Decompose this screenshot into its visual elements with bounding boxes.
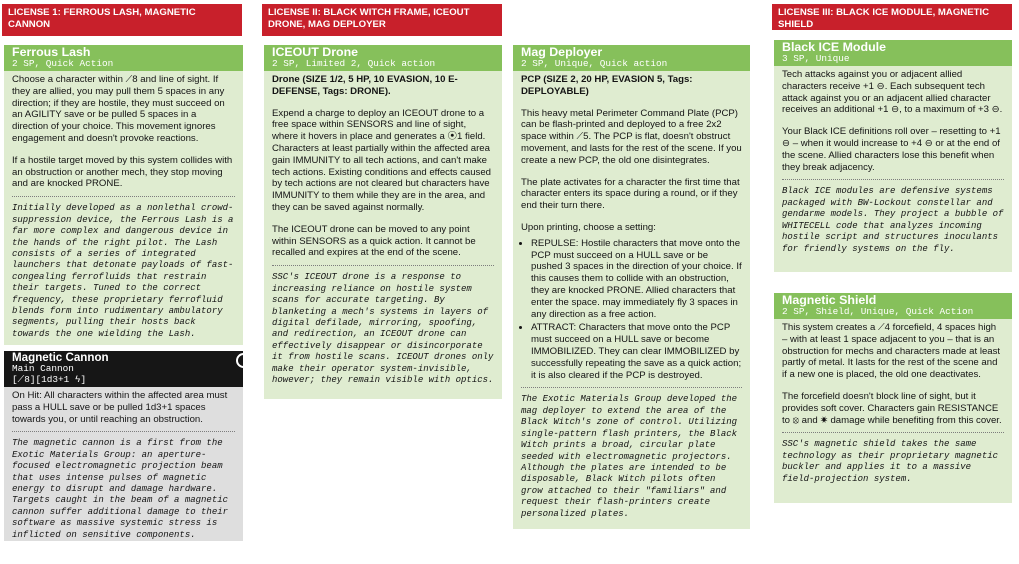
card-effect-text: Choose a character within ⟋8 and line of sight. If they are allied, you may pull them 5 spaces in any direction; if they are hostile, they must succeed on an AGILITY save or be pulled 5 spaces in a direction of your choice. This movement ignores engagement and doesn't provoke reactions. <box>12 74 225 145</box>
drone-stats: Drone (SIZE 1/2, 5 HP, 10 EVASION, 10 E-DEFENSE, Tags: DRONE). <box>272 74 458 97</box>
card-effect-text: Upon printing, choose a setting: <box>521 222 656 234</box>
card-name: Magnetic Shield <box>782 293 877 307</box>
license-2-header: LICENSE II: BLACK WITCH FRAME, ICEOUT DRONE, MAG DEPLOYER <box>262 4 502 36</box>
license-3-header: LICENSE III: BLACK ICE MODULE, MAGNETIC SHIELD <box>772 4 1012 30</box>
card-effect-text: Tech attacks against you or adjacent allied characters receive +1 ⊖. Each subsequent tech attack against you or an adjacent allied character receives an additional +1 ⊖, to a maximum of +3 ⊖. <box>782 69 1003 116</box>
option-repulse: • REPULSE: Hostile characters that move onto the PCP must succeed on a HULL save or be pushed 3 spaces in the direction of your choice. If this causes them to collide with an obstruction, they are knocked PRONE. Allied characters that enter the space. may immediately fly 3 spaces in any direction as a free action. <box>531 238 742 321</box>
pcp-stats: PCP (SIZE 2, 20 HP, EVASION 5, Tags: DEPLOYABLE) <box>521 74 693 97</box>
license-1-header: LICENSE 1: FERROUS LASH, MAGNETIC CANNON <box>2 4 242 36</box>
card-tags: 2 SP, Quick Action <box>12 58 114 70</box>
ferrous-lash-title <box>4 45 243 71</box>
card-flavor-text: Initially developed as a nonlethal crowd-suppression device, the Ferrous Lash is a far more complex and dangerous device in the hands of the right pilot. The Lash consists of a series of integrated launchers that detonate payloads of fast-congealing ferrofluids that restrain their targets. Tuned to the correct frequency, these proprietary ferrofluid blends form into rudimentary ambulatory segments, pulling their hosts back towards the one wielding the Lash. <box>12 196 235 340</box>
card-flavor-text: SSC's ICEOUT drone is a response to increasing reliance on hostile system scans for accurate targeting. By blanketing a mech's systems in layers of digital defilade, mirroring, spoofing, and redirection, an ICEOUT drone can effectively disappear or disincorporate it from hostile scans. ICEOUT drones only make their operator system-invisible, however; they remain visible with optics. <box>272 265 494 386</box>
setting-options <box>521 238 742 382</box>
card-flavor-text: The Exotic Materials Group developed the mag deployer to extend the area of the Black Witch's zone of control. Utilizing single-pattern flash printers, the Black Witch prints a broad, circular plate seeded with electromagnetic projectors. Although the plates are intended to be disposable, Black Witch pilots often grow attached to their "familiars" and request their flash-printers create personalized plates. <box>521 387 742 520</box>
card-tags: 2 SP, Limited 2, Quick action <box>272 58 436 70</box>
magnetic-cannon-card[interactable] <box>4 351 243 541</box>
card-effect-text: This system creates a ⟋4 forcefield, 4 spaces high – with at least 1 space adjacent to you – that is an obstruction for mechs and characters made at least partly of metal. It lasts for the rest of the scene and if a new one is placed, the old one deactivates. <box>782 322 1001 381</box>
black-ice-module-card[interactable] <box>774 40 1012 272</box>
mag-deployer-title <box>513 45 750 71</box>
card-tags: 2 SP, Unique, Quick action <box>521 58 668 70</box>
card-tags: 3 SP, Unique <box>782 53 850 65</box>
on-hit-text: On Hit: All characters within the affected area must pass a HULL save or be pulled 1d3+1 spaces towards you, or until reaching an obstruction. <box>12 389 228 425</box>
card-effect-text: The forcefield doesn't block line of sight, but it provides soft cover. Characters gain RESISTANCE to ⦻ and ✷ damage while benefiting from this cover. <box>782 391 1002 426</box>
card-effect-text: Your Black ICE definitions roll over – resetting to +1 ⊖ – when it would increase to +4 ⊖ or at the end of the scene. Allied characters lose this benefit when they break adjacency. <box>782 126 1001 173</box>
card-flavor-text: Black ICE modules are defensive systems packaged with BW-Lockout constellar and gendarme models. They project a bubble of WHITECELL code that analyzes incoming hostile script and structures inoculants for friendly systems on the fly. <box>782 179 1004 255</box>
card-effect-text: The plate activates for a character the first time that character enters its space during a round, or if they end their turn there. <box>521 176 740 212</box>
card-flavor-text: SSC's magnetic shield takes the same technology as their proprietary magnetic buckler and applies it to a massive field-projection system. <box>782 432 1004 485</box>
iceout-drone-card[interactable] <box>264 45 502 399</box>
option-attract: • ATTRACT: Characters that move onto the PCP must succeed on a HULL save or become IMMOBILIZED. They can clear IMMOBILIZED by successfully repeating the save as a quick action; it is also cleared if the PCP is destroyed. <box>531 322 742 381</box>
card-effect-text: This heavy metal Perimeter Command Plate (PCP) can be flash-printed and deployed to a free 2x2 space within ⟋5. The PCP is flat, doesn't obstruct movement, and lasts for the rest of the scene. If you create a new PCP, the old one disintegrates. <box>521 107 742 166</box>
card-effect-text: If a hostile target moved by this system collides with an obstruction or another mech, they stop moving and are knocked PRONE. <box>12 154 233 190</box>
card-name: ICEOUT Drone <box>272 45 359 59</box>
magnetic-cannon-title <box>4 351 243 387</box>
ring-icon <box>236 353 243 368</box>
card-effect-text: Expend a charge to deploy an ICEOUT drone to a free space within SENSORS and line of sight, where it hovers in place and generates a ⦿1 field. Characters at least partially within the affected area gain IMMUNITY to all tech actions, and can't make tech actions. Existing conditions and effects caused by tech actions are not cleared but characters have IMMUNITY to them while they are in the area, and they can be saved against normally. <box>272 107 492 214</box>
weapon-type: Main Cannon <box>12 363 74 375</box>
card-name: Ferrous Lash <box>12 45 91 59</box>
ferrous-lash-card[interactable] <box>4 45 243 345</box>
mag-deployer-card[interactable] <box>513 45 750 529</box>
card-effect-text: The ICEOUT drone can be moved to any point within SENSORS as a quick action. It cannot be recalled and expires at the end of the scene. <box>272 223 476 259</box>
magnetic-shield-title <box>774 293 1012 319</box>
card-name: Black ICE Module <box>782 40 886 54</box>
card-name: Mag Deployer <box>521 45 603 59</box>
weapon-stats: [⟋8][1d3+1 ϟ] <box>12 374 87 386</box>
magnetic-shield-card[interactable] <box>774 293 1012 503</box>
card-name: Magnetic Cannon <box>12 351 109 364</box>
card-tags: 2 SP, Shield, Unique, Quick Action <box>782 306 974 318</box>
card-flavor-text: The magnetic cannon is a first from the Exotic Materials Group: an aperture-focused electromagnetic projection beam that uses intense pulses of magnetic energy to disrupt and damage hardware. Targets caught in the beam of a magnetic cannon suffer additional damage to their software as massive systemic stress is inflicted on sensitive components. <box>12 431 235 541</box>
black-ice-module-title <box>774 40 1012 66</box>
iceout-drone-title <box>264 45 502 71</box>
